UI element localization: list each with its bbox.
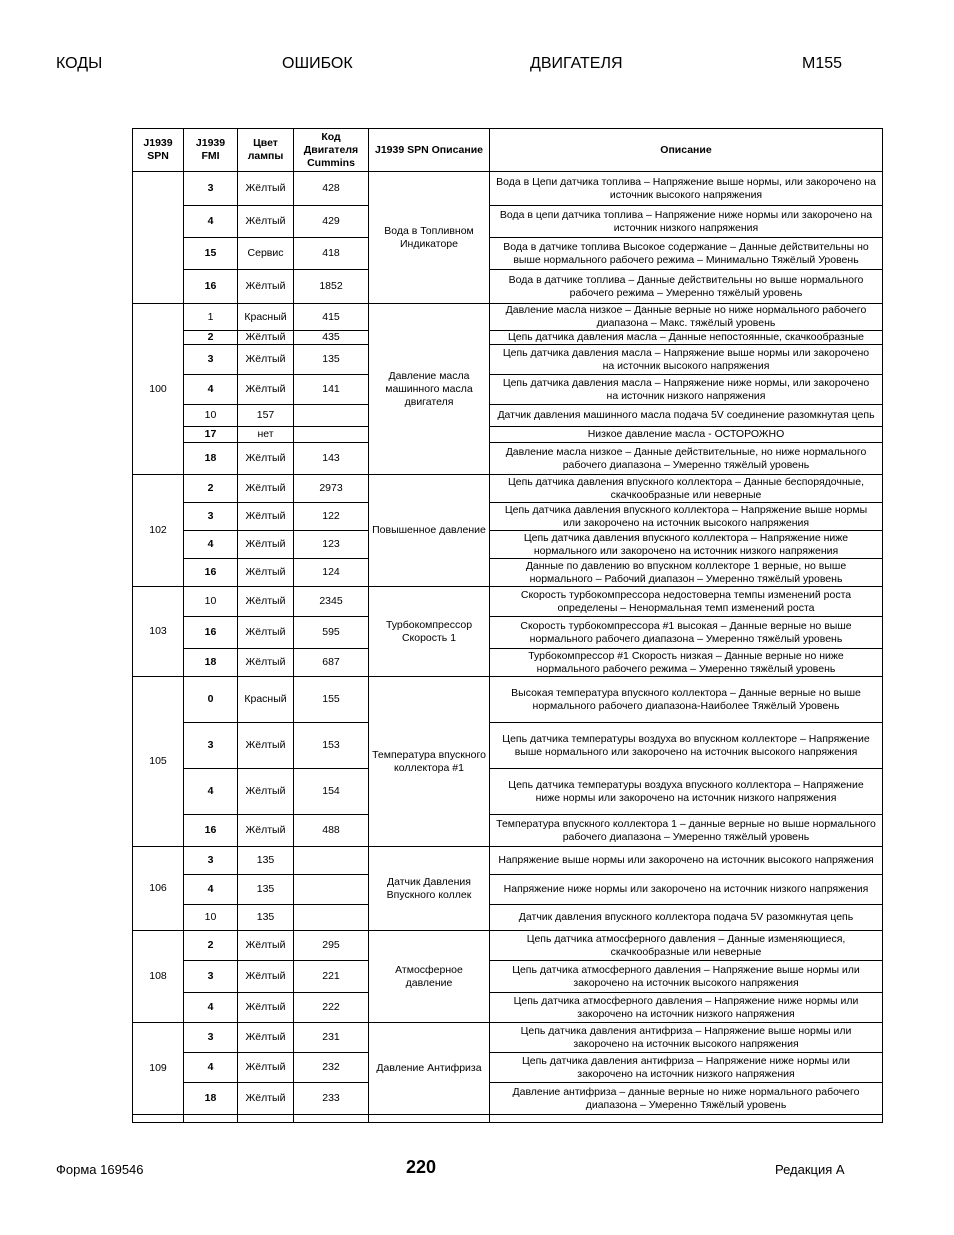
- fmi-cell: 18: [184, 443, 238, 475]
- empty-cell: [184, 1115, 238, 1123]
- code-cell: 428: [294, 172, 369, 206]
- lamp-cell: Жёлтый: [238, 1023, 294, 1053]
- fmi-cell: 16: [184, 559, 238, 587]
- header-word-codes: КОДЫ: [56, 55, 103, 72]
- fault-codes-table: [132, 128, 883, 1123]
- lamp-cell: Жёлтый: [238, 961, 294, 993]
- code-cell: 232: [294, 1053, 369, 1083]
- table-row: [133, 559, 883, 587]
- fmi-cell: 3: [184, 723, 238, 769]
- fmi-cell: 16: [184, 270, 238, 304]
- code-cell: [294, 905, 369, 931]
- code-cell: 415: [294, 304, 369, 331]
- table-row: [133, 587, 883, 617]
- description-cell: Напряжение ниже нормы или закорочено на источник низкого напряжения: [490, 875, 883, 905]
- spn-description-cell: Температура впускного коллектора #1: [369, 677, 490, 847]
- fmi-cell: 4: [184, 993, 238, 1023]
- code-cell: 488: [294, 815, 369, 847]
- code-cell: 141: [294, 375, 369, 405]
- description-cell: Датчик давления машинного масла подача 5V соединение разомкнутая цепь: [490, 405, 883, 427]
- code-cell: [294, 405, 369, 427]
- lamp-cell: Жёлтый: [238, 815, 294, 847]
- col-header-code: Код Двигателя Cummins: [294, 129, 369, 172]
- code-cell: 231: [294, 1023, 369, 1053]
- table-row: [133, 1023, 883, 1053]
- code-cell: 1852: [294, 270, 369, 304]
- fmi-cell: 4: [184, 531, 238, 559]
- table-row: [133, 375, 883, 405]
- footer-form-number: Форма 169546: [56, 1162, 144, 1177]
- spn-description-cell: Атмосферное давление: [369, 931, 490, 1023]
- code-cell: 143: [294, 443, 369, 475]
- table-row: [133, 238, 883, 270]
- fmi-cell: 3: [184, 1023, 238, 1053]
- code-cell: 418: [294, 238, 369, 270]
- fmi-cell: 10: [184, 587, 238, 617]
- table-row: [133, 769, 883, 815]
- table-row: [133, 270, 883, 304]
- code-cell: 154: [294, 769, 369, 815]
- table-row: [133, 617, 883, 649]
- description-cell: Цепь датчика давления масла – Напряжение ниже нормы, или закорочено на источник низкого напряжения: [490, 375, 883, 405]
- table-row: [133, 1053, 883, 1083]
- code-cell: 155: [294, 677, 369, 723]
- fmi-cell: 16: [184, 815, 238, 847]
- lamp-cell: Жёлтый: [238, 475, 294, 503]
- code-cell: 122: [294, 503, 369, 531]
- lamp-cell: Красный: [238, 304, 294, 331]
- code-cell: 2345: [294, 587, 369, 617]
- code-cell: 429: [294, 206, 369, 238]
- fmi-cell: 2: [184, 931, 238, 961]
- description-cell: Данные по давлению во впускном коллекторе 1 верные, но выше нормального – Рабочий диапазон – Умеренно тяжёлый уровень: [490, 559, 883, 587]
- table-row: [133, 649, 883, 677]
- spn-cell: 106: [133, 847, 184, 931]
- fmi-cell: 3: [184, 961, 238, 993]
- code-cell: 124: [294, 559, 369, 587]
- description-cell: Цепь датчика атмосферного давления – Напряжение выше нормы или закорочено на источник высокого напряжения: [490, 961, 883, 993]
- code-cell: 135: [294, 345, 369, 375]
- lamp-cell: Жёлтый: [238, 993, 294, 1023]
- fmi-cell: 10: [184, 905, 238, 931]
- description-cell: Вода в датчике топлива Высокое содержание – Данные действительны но выше нормального рабочего режима – Минимально Тяжёлый Уровень: [490, 238, 883, 270]
- spn-cell: 102: [133, 475, 184, 587]
- code-cell: 233: [294, 1083, 369, 1115]
- description-cell: Цепь датчика температуры воздуха во впускном коллекторе – Напряжение выше нормального или закорочено на источник высокого напряжения: [490, 723, 883, 769]
- table-row: [133, 304, 883, 331]
- lamp-cell: Жёлтый: [238, 270, 294, 304]
- description-cell: Скорость турбокомпрессора недостоверна темпы изменений роста определены – Ненормальная темп изменений роста: [490, 587, 883, 617]
- empty-cell: [133, 1115, 184, 1123]
- description-cell: Цепь датчика давления впускного коллектора – Напряжение выше нормы или закорочено на источник высокого напряжения: [490, 503, 883, 531]
- lamp-cell: Красный: [238, 677, 294, 723]
- col-header-desc: Описание: [490, 129, 883, 172]
- code-cell: [294, 875, 369, 905]
- table-row: [133, 847, 883, 875]
- spn-cell: 109: [133, 1023, 184, 1115]
- lamp-cell: 135: [238, 905, 294, 931]
- description-cell: Цепь датчика давления антифриза – Напряжение ниже нормы или закорочено на источник низкого напряжения: [490, 1053, 883, 1083]
- description-cell: Турбокомпрессор #1 Скорость низкая – Данные верные но ниже нормального рабочего режима – Умеренно тяжёлый уровень: [490, 649, 883, 677]
- spn-description-cell: Давление масла машинного масла двигателя: [369, 304, 490, 475]
- table-row: [133, 905, 883, 931]
- table-header-row: [133, 129, 883, 172]
- table-row: [133, 531, 883, 559]
- lamp-cell: Жёлтый: [238, 1053, 294, 1083]
- spn-description-cell: Повышенное давление: [369, 475, 490, 587]
- spn-cell: [133, 172, 184, 304]
- fmi-cell: 16: [184, 617, 238, 649]
- description-cell: Высокая температура впускного коллектора – Данные верные но выше нормального рабочего диапазона-Наиболее Тяжёлый Уровень: [490, 677, 883, 723]
- code-cell: 295: [294, 931, 369, 961]
- table-row: [133, 503, 883, 531]
- table-row: [133, 331, 883, 345]
- spn-cell: 103: [133, 587, 184, 677]
- table-row: [133, 815, 883, 847]
- lamp-cell: 135: [238, 875, 294, 905]
- lamp-cell: Жёлтый: [238, 172, 294, 206]
- col-header-spn: J1939 SPN: [133, 129, 184, 172]
- table-row: [133, 405, 883, 427]
- lamp-cell: Жёлтый: [238, 345, 294, 375]
- lamp-cell: Жёлтый: [238, 1083, 294, 1115]
- description-cell: Низкое давление масла - ОСТОРОЖНО: [490, 427, 883, 443]
- table-row: [133, 172, 883, 206]
- fmi-cell: 0: [184, 677, 238, 723]
- code-cell: [294, 427, 369, 443]
- lamp-cell: 135: [238, 847, 294, 875]
- spn-description-cell: Турбокомпрессор Скорость 1: [369, 587, 490, 677]
- fmi-cell: 4: [184, 1053, 238, 1083]
- table-row: [133, 206, 883, 238]
- spn-description-cell: Давление Антифриза: [369, 1023, 490, 1115]
- fmi-cell: 10: [184, 405, 238, 427]
- lamp-cell: Жёлтый: [238, 443, 294, 475]
- description-cell: Давление масла низкое – Данные верные но ниже нормального рабочего диапазона – Макс. тяжёлый уровень: [490, 304, 883, 331]
- description-cell: Давление антифриза – данные верные но ниже нормального рабочего диапазона – Умеренно Тяжёлый уровень: [490, 1083, 883, 1115]
- fmi-cell: 4: [184, 206, 238, 238]
- table-row: [133, 345, 883, 375]
- empty-cell: [238, 1115, 294, 1123]
- header-word-errors: ОШИБОК: [282, 55, 353, 72]
- description-cell: Вода в Цепи датчика топлива – Напряжение выше нормы, или закорочено на источник высокого напряжения: [490, 172, 883, 206]
- lamp-cell: Жёлтый: [238, 375, 294, 405]
- description-cell: Цепь датчика атмосферного давления – Данные изменяющиеся, скачкообразные или неверные: [490, 931, 883, 961]
- fmi-cell: 4: [184, 769, 238, 815]
- code-cell: 595: [294, 617, 369, 649]
- code-cell: 435: [294, 331, 369, 345]
- description-cell: Цепь датчика давления масла – Напряжение выше нормы или закорочено на источник высокого напряжения: [490, 345, 883, 375]
- spn-cell: 100: [133, 304, 184, 475]
- code-cell: 687: [294, 649, 369, 677]
- fmi-cell: 2: [184, 475, 238, 503]
- fmi-cell: 4: [184, 375, 238, 405]
- empty-cell: [369, 1115, 490, 1123]
- fmi-cell: 3: [184, 172, 238, 206]
- code-cell: 123: [294, 531, 369, 559]
- description-cell: Цепь датчика давления антифриза – Напряжение выше нормы или закорочено на источник высокого напряжения: [490, 1023, 883, 1053]
- lamp-cell: Жёлтый: [238, 331, 294, 345]
- table-row: [133, 931, 883, 961]
- spn-cell: 108: [133, 931, 184, 1023]
- table-row: [133, 443, 883, 475]
- description-cell: Вода в датчике топлива – Данные действительны но выше нормального рабочего режима – Умеренно тяжёлый уровень: [490, 270, 883, 304]
- description-cell: Давление масла низкое – Данные действительные, но ниже нормального рабочего диапазона – Умеренно тяжёлый уровень: [490, 443, 883, 475]
- code-cell: 2973: [294, 475, 369, 503]
- footer-revision: Редакция A: [775, 1162, 845, 1177]
- header-model: M155: [802, 55, 843, 72]
- table-row: [133, 723, 883, 769]
- fmi-cell: 3: [184, 847, 238, 875]
- table-row: [133, 1083, 883, 1115]
- fmi-cell: 4: [184, 875, 238, 905]
- description-cell: Напряжение выше нормы или закорочено на источник высокого напряжения: [490, 847, 883, 875]
- fmi-cell: 1: [184, 304, 238, 331]
- table-row: [133, 677, 883, 723]
- table-row: [133, 993, 883, 1023]
- description-cell: Вода в цепи датчика топлива – Напряжение ниже нормы или закорочено на источник низкого напряжения: [490, 206, 883, 238]
- code-cell: 221: [294, 961, 369, 993]
- description-cell: Цепь датчика атмосферного давления – Напряжение ниже нормы или закорочено на источник низкого напряжения: [490, 993, 883, 1023]
- fmi-cell: 17: [184, 427, 238, 443]
- lamp-cell: Жёлтый: [238, 931, 294, 961]
- lamp-cell: Жёлтый: [238, 206, 294, 238]
- table-row: [133, 961, 883, 993]
- table-row-empty: [133, 1115, 883, 1123]
- spn-cell: 105: [133, 677, 184, 847]
- fmi-cell: 3: [184, 503, 238, 531]
- spn-description-cell: Датчик Давления Впускного коллек: [369, 847, 490, 931]
- empty-cell: [490, 1115, 883, 1123]
- fmi-cell: 3: [184, 345, 238, 375]
- col-header-spn-desc: J1939 SPN Описание: [369, 129, 490, 172]
- lamp-cell: Жёлтый: [238, 723, 294, 769]
- lamp-cell: Сервис: [238, 238, 294, 270]
- table-row: [133, 475, 883, 503]
- spn-description-cell: Вода в Топливном Индикаторе: [369, 172, 490, 304]
- code-cell: 222: [294, 993, 369, 1023]
- header-word-engine: ДВИГАТЕЛЯ: [530, 55, 623, 72]
- col-header-fmi: J1939 FMI: [184, 129, 238, 172]
- description-cell: Цепь датчика давления масла – Данные непостоянные, скачкообразные: [490, 331, 883, 345]
- description-cell: Датчик давления впускного коллектора подача 5V разомкнутая цепь: [490, 905, 883, 931]
- lamp-cell: Жёлтый: [238, 587, 294, 617]
- fmi-cell: 15: [184, 238, 238, 270]
- description-cell: Цепь датчика давления впускного коллектора – Напряжение ниже нормального или закорочено на источник низкого напряжения: [490, 531, 883, 559]
- description-cell: Температура впускного коллектора 1 – данные верные но выше нормального рабочего диапазона – Умеренно тяжёлый уровень: [490, 815, 883, 847]
- lamp-cell: Жёлтый: [238, 617, 294, 649]
- code-cell: [294, 847, 369, 875]
- fmi-cell: 18: [184, 649, 238, 677]
- description-cell: Цепь датчика температуры воздуха впускного коллектора – Напряжение ниже нормы или закорочено на источник низкого напряжения: [490, 769, 883, 815]
- table-row: [133, 427, 883, 443]
- fmi-cell: 18: [184, 1083, 238, 1115]
- footer-page-number: 220: [406, 1157, 437, 1177]
- lamp-cell: Жёлтый: [238, 769, 294, 815]
- lamp-cell: Жёлтый: [238, 559, 294, 587]
- fmi-cell: 2: [184, 331, 238, 345]
- col-header-lamp: Цвет лампы: [238, 129, 294, 172]
- lamp-cell: нет: [238, 427, 294, 443]
- lamp-cell: Жёлтый: [238, 503, 294, 531]
- lamp-cell: 157: [238, 405, 294, 427]
- empty-cell: [294, 1115, 369, 1123]
- lamp-cell: Жёлтый: [238, 531, 294, 559]
- code-cell: 153: [294, 723, 369, 769]
- lamp-cell: Жёлтый: [238, 649, 294, 677]
- description-cell: Скорость турбокомпрессора #1 высокая – Данные верные но выше нормального рабочего диапазона – Умеренно тяжёлый уровень: [490, 617, 883, 649]
- description-cell: Цепь датчика давления впускного коллектора – Данные беспорядочные, скачкообразные или неверные: [490, 475, 883, 503]
- table-row: [133, 875, 883, 905]
